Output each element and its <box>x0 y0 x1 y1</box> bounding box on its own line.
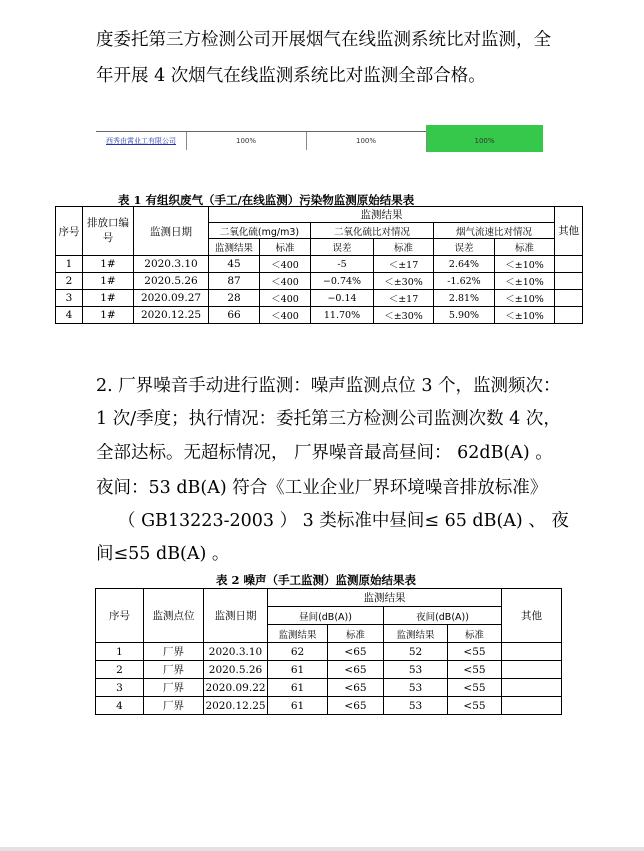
t1-cell-outlet: 1# <box>83 273 134 290</box>
t2-cell-night: 53 <box>384 661 448 679</box>
t1-cell-so2-cmp-std: ＜±17 <box>374 256 434 273</box>
strip-value-3: 100% <box>474 137 495 145</box>
t1-cell-date: 2020.3.10 <box>134 256 209 273</box>
t1-cell-so2-err: -5 <box>311 256 374 273</box>
t1-header-flow-compare: 烟气流速比对情况 <box>434 223 555 239</box>
paragraph-1-line-2: 年开展 4 次烟气在线监测系统比对监测全部合格。 <box>96 66 486 86</box>
t1-cell-so2-cmp-std: ＜±17 <box>374 290 434 307</box>
table-row <box>56 290 583 307</box>
t2-cell-night-std: <55 <box>448 643 502 661</box>
table-2 <box>95 588 562 715</box>
t1-cell-so2-cmp-std: ＜±30% <box>374 307 434 324</box>
t1-header-standard: 标准 <box>260 239 311 256</box>
table-1 <box>55 206 583 324</box>
strip-company: 西秀由霄业工有限公司 <box>96 132 187 150</box>
t1-cell-date: 2020.5.26 <box>134 273 209 290</box>
paragraph-1-line-1: 度委托第三方检测公司开展烟气在线监测系统比对监测，全 <box>96 30 551 50</box>
t1-cell-flow-std: ＜±10% <box>495 256 555 273</box>
t2-cell-point: 厂界 <box>144 661 204 679</box>
strip-value-1: 100% <box>186 132 307 150</box>
t1-cell-so2-err: −0.74% <box>311 273 374 290</box>
table-row <box>96 643 562 661</box>
paragraph-2-line-3: 全部达标。无超标情况， 厂界噪音最高昼间： 62dB(A) 。 <box>96 443 553 463</box>
t1-cell-so2-err: 11.70% <box>311 307 374 324</box>
t2-cell-date: 2020.09.22 <box>204 679 268 697</box>
t2-cell-point: 厂界 <box>144 643 204 661</box>
t2-cell-other <box>502 679 562 697</box>
t2-cell-seq: 4 <box>96 697 144 715</box>
paragraph-2-line-5: （ GB13223-2003 ） 3 类标准中昼间≤ 65 dB(A) 、 夜 <box>118 511 569 531</box>
t2-cell-point: 厂界 <box>144 679 204 697</box>
table-row <box>56 256 583 273</box>
t1-cell-so2: 45 <box>209 256 260 273</box>
t1-header-so2: 二氧化硫(mg/m3) <box>209 223 311 239</box>
t2-cell-day: 61 <box>268 661 328 679</box>
t1-cell-flow-err: 2.64% <box>434 256 495 273</box>
table-row <box>96 661 562 679</box>
t1-header-outlet: 排放口编号 <box>83 207 134 256</box>
t1-header-error: 误差 <box>311 239 374 256</box>
t2-cell-night-std: <55 <box>448 697 502 715</box>
t1-cell-other <box>555 307 583 324</box>
t1-header-seq: 序号 <box>56 207 83 256</box>
t1-cell-flow-std: ＜±10% <box>495 273 555 290</box>
t2-cell-day-std: <65 <box>328 643 384 661</box>
t2-cell-day-std: <65 <box>328 661 384 679</box>
t1-cell-seq: 1 <box>56 256 83 273</box>
t2-header-day: 昼间(dB(A)) <box>268 607 384 625</box>
t1-cell-outlet: 1# <box>83 290 134 307</box>
t1-header-result: 监测结果 <box>209 239 260 256</box>
t1-cell-seq: 2 <box>56 273 83 290</box>
t2-cell-seq: 2 <box>96 661 144 679</box>
page-bottom-edge <box>0 847 644 851</box>
paragraph-2-line-6: 间≤55 dB(A) 。 <box>96 544 230 564</box>
t2-cell-date: 2020.3.10 <box>204 643 268 661</box>
table-row <box>56 307 583 324</box>
t2-header-result: 监测结果 <box>268 625 328 643</box>
t1-cell-flow-std: ＜±10% <box>495 307 555 324</box>
t2-cell-other <box>502 643 562 661</box>
t1-cell-other <box>555 256 583 273</box>
t2-cell-night: 53 <box>384 697 448 715</box>
table-2-caption: 表 2 噪声（手工监测）监测原始结果表 <box>216 573 417 587</box>
t2-header-point: 监测点位 <box>144 589 204 643</box>
t1-cell-other <box>555 273 583 290</box>
t2-header-result-2: 监测结果 <box>384 625 448 643</box>
t2-header-standard-2: 标准 <box>448 625 502 643</box>
t1-cell-seq: 4 <box>56 307 83 324</box>
t1-cell-so2: 28 <box>209 290 260 307</box>
t2-cell-other <box>502 697 562 715</box>
t1-cell-outlet: 1# <box>83 307 134 324</box>
t2-cell-night-std: <55 <box>448 661 502 679</box>
paragraph-2-line-4: 夜间：53 dB(A) 符合《工业企业厂界环境噪音排放标准》 <box>96 478 548 498</box>
t1-cell-so2-std: ＜400 <box>260 307 311 324</box>
t1-header-date: 监测日期 <box>134 207 209 256</box>
t1-header-error-2: 误差 <box>434 239 495 256</box>
table-1-caption: 表 1 有组织废气（手工/在线监测）污染物监测原始结果表 <box>118 193 415 207</box>
t2-cell-day: 62 <box>268 643 328 661</box>
t1-cell-date: 2020.09.27 <box>134 290 209 307</box>
t1-cell-flow-err: 5.90% <box>434 307 495 324</box>
table-row <box>56 273 583 290</box>
t1-cell-so2-std: ＜400 <box>260 256 311 273</box>
table-row <box>96 679 562 697</box>
t2-header-standard: 标准 <box>328 625 384 643</box>
t1-cell-outlet: 1# <box>83 256 134 273</box>
cropped-embedded-table-strip <box>96 125 543 152</box>
t1-header-standard-3: 标准 <box>495 239 555 256</box>
t1-cell-so2-std: ＜400 <box>260 290 311 307</box>
t1-cell-so2-cmp-std: ＜±30% <box>374 273 434 290</box>
t2-cell-day-std: <65 <box>328 697 384 715</box>
strip-value-2: 100% <box>306 132 427 150</box>
t2-cell-night: 52 <box>384 643 448 661</box>
t2-header-night: 夜间(dB(A)) <box>384 607 502 625</box>
t2-cell-date: 2020.12.25 <box>204 697 268 715</box>
t1-cell-so2: 87 <box>209 273 260 290</box>
t1-cell-so2-std: ＜400 <box>260 273 311 290</box>
t2-cell-day-std: <65 <box>328 679 384 697</box>
paragraph-2-line-1: 2. 厂界噪音手动进行监测：噪声监测点位 3 个，监测频次： <box>96 376 561 396</box>
t2-cell-night-std: <55 <box>448 679 502 697</box>
table-row <box>96 697 562 715</box>
t2-header-seq: 序号 <box>96 589 144 643</box>
paragraph-2-line-2: 1 次/季度；执行情况：委托第三方检测公司监测次数 4 次， <box>96 409 561 429</box>
t2-cell-date: 2020.5.26 <box>204 661 268 679</box>
t2-cell-other <box>502 661 562 679</box>
t1-header-so2-compare: 二氧化硫比对情况 <box>311 223 434 239</box>
t1-cell-date: 2020.12.25 <box>134 307 209 324</box>
t1-cell-so2: 66 <box>209 307 260 324</box>
t2-header-date: 监测日期 <box>204 589 268 643</box>
t1-cell-flow-err: 2.81% <box>434 290 495 307</box>
t2-cell-night: 53 <box>384 679 448 697</box>
t2-cell-day: 61 <box>268 697 328 715</box>
t1-cell-so2-err: −0.14 <box>311 290 374 307</box>
t2-header-results: 监测结果 <box>268 589 502 607</box>
t2-cell-point: 厂界 <box>144 697 204 715</box>
t2-cell-seq: 3 <box>96 679 144 697</box>
t1-header-results: 监测结果 <box>209 207 555 223</box>
t1-cell-other <box>555 290 583 307</box>
t2-header-other: 其他 <box>502 589 562 643</box>
t2-cell-seq: 1 <box>96 643 144 661</box>
t1-cell-flow-err: -1.62% <box>434 273 495 290</box>
t1-cell-seq: 3 <box>56 290 83 307</box>
t2-cell-day: 61 <box>268 679 328 697</box>
t1-header-standard-2: 标准 <box>374 239 434 256</box>
t1-cell-flow-std: ＜±10% <box>495 290 555 307</box>
t1-header-other: 其他 <box>555 207 583 256</box>
